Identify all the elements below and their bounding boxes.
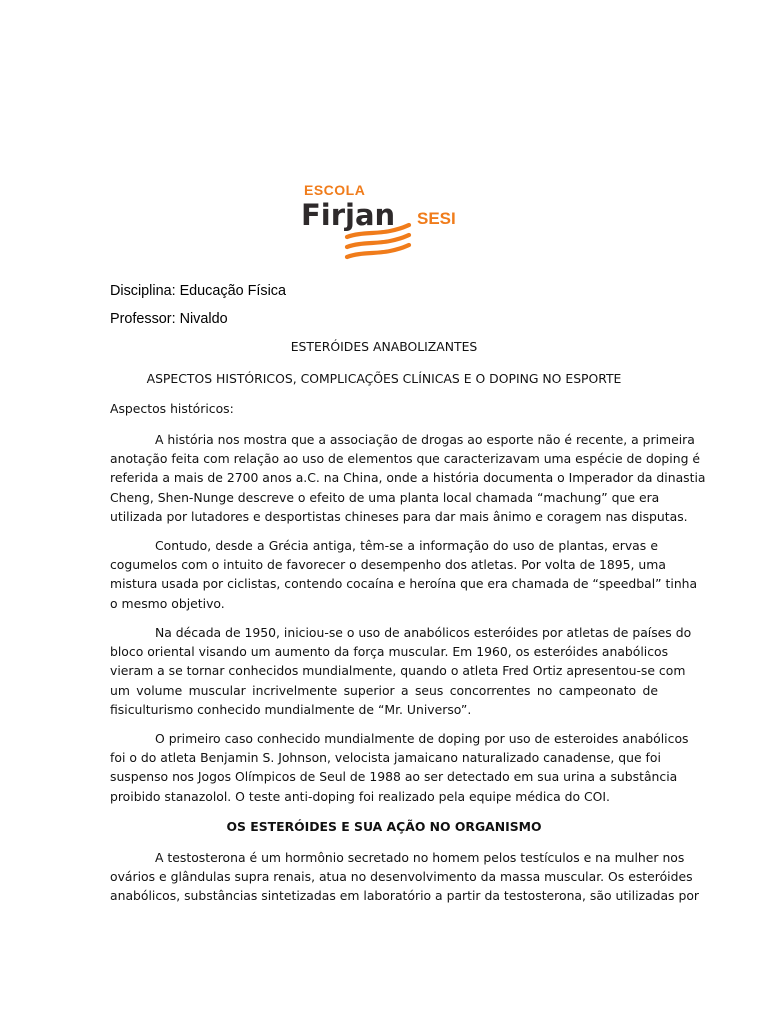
paragraph-line: O primeiro caso conhecido mundialmente de doping por uso de esteroides anabólicos: [155, 731, 689, 746]
paragraph-line: cogumelos com o intuito de favorecer o desempenho dos atletas. Por volta de 1895, uma: [110, 557, 666, 573]
document-subtitle: ASPECTOS HISTÓRICOS, COMPLICAÇÕES CLÍNICAS E O DOPING NO ESPORTE: [146, 371, 622, 386]
paragraph-line: o mesmo objetivo.: [110, 595, 225, 611]
paragraph-line: bloco oriental visando um aumento da força muscular. Em 1960, os esteróides anabólicos: [110, 644, 669, 660]
paragraph-line: proibido stanazolol. O teste anti-doping foi realizado pela equipe médica do COI.: [110, 788, 610, 804]
section-heading-organism: OS ESTERÓIDES E SUA AÇÃO NO ORGANISMO: [226, 819, 542, 834]
paragraph-line: fisiculturismo conhecido mundialmente de “Mr. Universo”.: [110, 701, 472, 717]
paragraph-line: suspenso nos Jogos Olímpicos de Seul de 1988 ao ser detectado em sua urina a substância: [110, 769, 678, 785]
paragraph-line: mistura usada por ciclistas, contendo cocaína e heroína que era chamada de “speedbal” tinha: [110, 576, 698, 592]
section-label-historical: Aspectos históricos:: [110, 401, 234, 416]
paragraph-line: A história nos mostra que a associação de drogas ao esporte não é recente, a primeira: [155, 432, 695, 447]
paragraph-line: vieram a se tornar conhecidos mundialmente, quando o atleta Fred Ortiz apresentou-se com: [110, 663, 686, 679]
teacher-label: Professor: Nivaldo: [110, 311, 228, 327]
logo-sesi-text: SESI: [417, 209, 456, 228]
paragraph-3: [110, 623, 692, 719]
logo-firjan-text: Firjan: [301, 198, 396, 232]
escola-firjan-sesi-logo: [298, 176, 474, 270]
paragraph-4: [110, 729, 689, 806]
discipline-label: Disciplina: Educação Física: [110, 283, 286, 299]
logo-escola-text: ESCOLA: [304, 182, 366, 198]
paragraph-line: anabólicos, substâncias sintetizadas em laboratório a partir da testosterona, são utilizadas por: [110, 888, 699, 904]
paragraph-line: utilizada por lutadores e desportistas chineses para dar mais ânimo e coragem nas disputas.: [110, 508, 688, 524]
paragraph-line: A testosterona é um hormônio secretado no homem pelos testículos e na mulher nos: [155, 850, 685, 865]
paragraph-line: referida a mais de 2700 anos a.C. na China, onde a história documenta o Imperador da dinastia: [110, 470, 706, 486]
paragraph-1: [110, 430, 706, 526]
paragraph-2: [110, 536, 698, 613]
document-title: ESTERÓIDES ANABOLIZANTES: [290, 339, 478, 354]
paragraph-line: ovários e glândulas supra renais, atua no desenvolvimento da massa muscular. Os esteróides: [110, 869, 693, 885]
paragraph-line: Cheng, Shen-Nunge descreve o efeito de uma planta local chamada “machung” que era: [110, 489, 660, 505]
paragraph-line: Na década de 1950, iniciou-se o uso de anabólicos esteróides por atletas de países do: [155, 625, 692, 640]
paragraph-line: um volume muscular incrivelmente superior a seus concorrentes no campeonato de: [110, 682, 658, 698]
paragraph-line: foi o do atleta Benjamin S. Johnson, velocista jamaicano naturalizado canadense, que foi: [110, 750, 661, 766]
paragraph-5: [110, 848, 699, 906]
paragraph-line: anotação feita com relação ao uso de elementos que caracterizavam uma espécie de doping é: [110, 451, 700, 467]
paragraph-line: Contudo, desde a Grécia antiga, têm-se a informação do uso de plantas, ervas e: [155, 538, 658, 553]
